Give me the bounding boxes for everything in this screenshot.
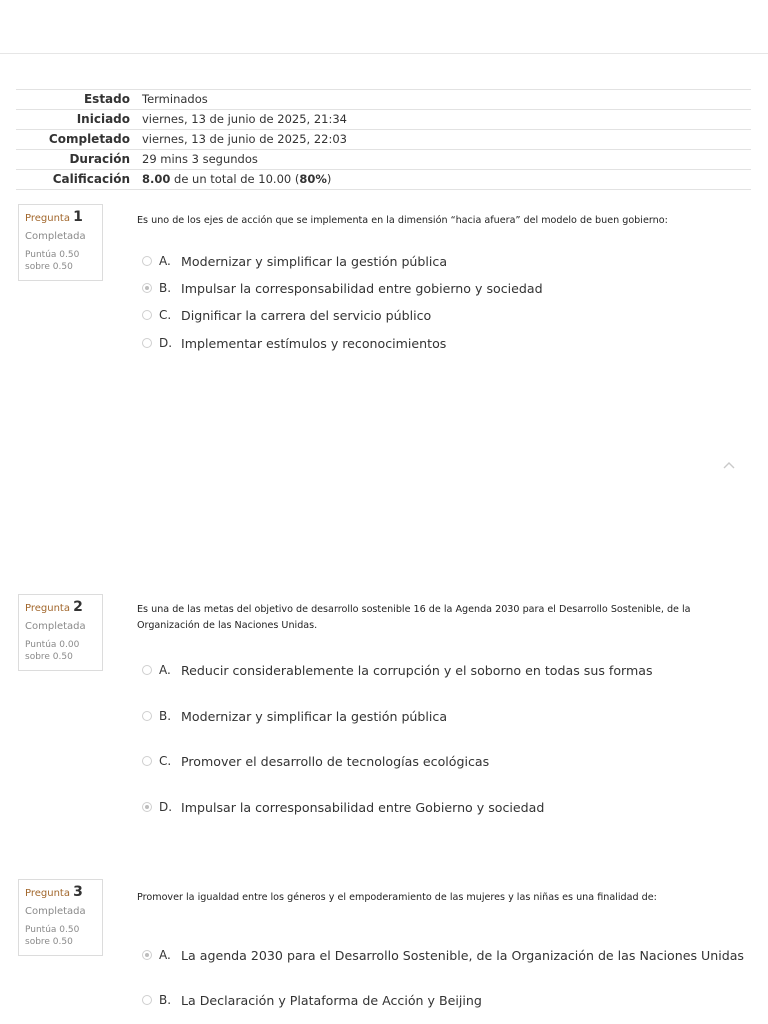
question-info-box [18, 594, 103, 671]
option-letter: B. [159, 281, 172, 295]
option-text: Dignificar la carrera del servicio público [181, 307, 432, 323]
answer-option[interactable] [142, 991, 482, 1009]
radio-button[interactable] [142, 665, 152, 675]
question-number [25, 210, 96, 226]
radio-button[interactable] [142, 310, 152, 320]
option-letter: C. [159, 754, 172, 768]
option-text: La Declaración y Plataforma de Acción y Beijing [181, 992, 482, 1008]
answer-option[interactable] [142, 252, 447, 270]
option-text: Implementar estímulos y reconocimientos [181, 335, 447, 351]
answer-option[interactable] [142, 334, 446, 352]
summary-grade-value [136, 170, 751, 190]
question-number [25, 885, 96, 901]
summary-value: viernes, 13 de junio de 2025, 21:34 [142, 112, 347, 126]
summary-row-duracion [16, 150, 751, 170]
option-text: Impulsar la corresponsabilidad entre Gobierno y sociedad [181, 799, 545, 815]
attempt-summary-table [16, 89, 751, 190]
summary-value: Terminados [142, 92, 208, 106]
header-divider [0, 53, 768, 54]
option-text: La agenda 2030 para el Desarrollo Sostenible, de la Organización de las Naciones Unidas [181, 947, 744, 963]
summary-row-estado [16, 90, 751, 110]
grade-total-text: de un total de 10.00 ( [170, 172, 300, 186]
question-number [25, 600, 96, 616]
question-prefix: Pregunta [25, 888, 70, 899]
radio-button[interactable] [142, 995, 152, 1005]
summary-label: Iniciado [76, 112, 130, 126]
grade-percent: 80% [299, 172, 327, 186]
option-text: Modernizar y simplificar la gestión pública [181, 708, 448, 724]
question-text: Promover la igualdad entre los géneros y el empoderamiento de las mujeres y las niñas es una finalidad de: [137, 892, 657, 903]
question-text: Es uno de los ejes de acción que se implementa en la dimensión “hacia afuera” del modelo de buen gobierno: [137, 215, 668, 226]
question-prefix: Pregunta [25, 213, 70, 224]
radio-button-selected[interactable] [142, 950, 152, 960]
question-state: Completada [25, 621, 86, 632]
question-info-box [18, 204, 103, 281]
question-state: Completada [25, 906, 86, 917]
summary-label: Estado [83, 92, 130, 106]
question-text: Es una de las metas del objetivo de desarrollo sostenible 16 de la Agenda 2030 para el Desarrollo Sostenible, de la Organización de las Naciones Unidas. [137, 604, 691, 631]
radio-button[interactable] [142, 756, 152, 766]
summary-row-completado [16, 130, 751, 150]
option-text: Impulsar la corresponsabilidad entre gobierno y sociedad [181, 280, 543, 296]
summary-label: Duración [69, 152, 130, 166]
option-text: Promover el desarrollo de tecnologías ecológicas [181, 753, 490, 769]
radio-button[interactable] [142, 338, 152, 348]
question-grade: Puntúa 0.00 sobre 0.50 [25, 640, 80, 662]
question-number-value: 2 [73, 599, 83, 615]
question-info-box [18, 879, 103, 956]
summary-label: Calificación [52, 172, 130, 186]
radio-button[interactable] [142, 711, 152, 721]
answer-option[interactable] [142, 946, 744, 964]
option-letter: B. [159, 993, 172, 1007]
radio-button-selected[interactable] [142, 283, 152, 293]
question-prefix: Pregunta [25, 603, 70, 614]
question-number-value: 1 [73, 209, 83, 225]
answer-option[interactable] [142, 707, 447, 725]
radio-button[interactable] [142, 256, 152, 266]
option-letter: A. [159, 663, 171, 677]
option-letter: A. [159, 254, 171, 268]
answer-option[interactable] [142, 661, 653, 679]
summary-row-calificacion [16, 170, 751, 190]
option-text: Reducir considerablemente la corrupción y el soborno en todas sus formas [181, 662, 653, 678]
summary-row-iniciado [16, 110, 751, 130]
summary-value: viernes, 13 de junio de 2025, 22:03 [142, 132, 347, 146]
question-grade: Puntúa 0.50 sobre 0.50 [25, 250, 80, 272]
chevron-up-icon[interactable] [720, 458, 738, 474]
question-number-value: 3 [73, 884, 83, 900]
option-letter: B. [159, 709, 172, 723]
option-letter: C. [159, 308, 172, 322]
question-state: Completada [25, 231, 86, 242]
answer-option[interactable] [142, 752, 489, 770]
option-letter: A. [159, 948, 171, 962]
grade-score: 8.00 [142, 172, 171, 186]
radio-button-selected[interactable] [142, 802, 152, 812]
option-text: Modernizar y simplificar la gestión pública [181, 253, 448, 269]
answer-option[interactable] [142, 798, 544, 816]
grade-close-paren: ) [326, 172, 332, 186]
question-grade: Puntúa 0.50 sobre 0.50 [25, 925, 80, 947]
answer-option[interactable] [142, 279, 543, 297]
option-letter: D. [159, 336, 173, 350]
summary-value: 29 mins 3 segundos [142, 152, 258, 166]
option-letter: D. [159, 800, 173, 814]
answer-option[interactable] [142, 306, 431, 324]
summary-label: Completado [48, 132, 130, 146]
